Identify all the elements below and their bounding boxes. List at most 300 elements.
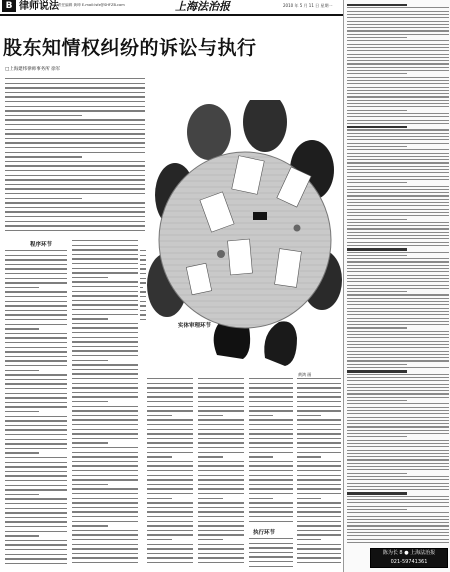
text-line bbox=[5, 356, 67, 357]
text-line bbox=[347, 440, 449, 441]
text-line bbox=[347, 47, 449, 48]
text-line bbox=[249, 410, 293, 411]
meeting-table-illustration bbox=[147, 100, 343, 372]
text-line bbox=[347, 153, 449, 154]
text-line bbox=[347, 506, 449, 507]
text-line bbox=[198, 498, 223, 499]
text-line bbox=[72, 281, 138, 282]
text-line bbox=[347, 512, 449, 513]
article-headline: 股东知情权纠纷的诉讼与执行 bbox=[3, 37, 257, 59]
text-line bbox=[147, 442, 193, 443]
text-line bbox=[72, 470, 138, 471]
text-line bbox=[72, 258, 138, 259]
text-line bbox=[147, 392, 193, 393]
text-line bbox=[198, 507, 244, 508]
text-line bbox=[198, 479, 244, 480]
text-line bbox=[198, 452, 244, 453]
text-line bbox=[347, 502, 449, 503]
text-line bbox=[72, 332, 138, 333]
text-line bbox=[347, 483, 449, 484]
text-line bbox=[347, 426, 449, 427]
text-line bbox=[140, 250, 146, 251]
text-line bbox=[198, 424, 244, 425]
text-line bbox=[72, 341, 138, 342]
text-line bbox=[347, 529, 449, 530]
text-line bbox=[140, 301, 146, 302]
text-line bbox=[297, 479, 341, 480]
text-line bbox=[72, 350, 138, 351]
text-line bbox=[347, 384, 449, 385]
text-line bbox=[297, 442, 341, 443]
text-line bbox=[5, 526, 67, 527]
text-line bbox=[72, 369, 138, 370]
text-line bbox=[198, 378, 244, 379]
text-line bbox=[347, 367, 449, 368]
text-line bbox=[347, 143, 449, 144]
text-line bbox=[347, 17, 449, 18]
text-line bbox=[72, 355, 138, 356]
text-line bbox=[5, 540, 67, 541]
text-line bbox=[5, 374, 67, 375]
text-line bbox=[347, 377, 449, 378]
text-line bbox=[72, 447, 138, 448]
text-line bbox=[72, 438, 138, 439]
text-line bbox=[347, 466, 449, 467]
text-line bbox=[5, 301, 67, 302]
text-line bbox=[72, 498, 138, 499]
text-line bbox=[147, 452, 193, 453]
text-line bbox=[249, 396, 293, 397]
text-line bbox=[347, 271, 449, 272]
text-line bbox=[5, 142, 145, 143]
text-line bbox=[347, 453, 449, 454]
text-line bbox=[5, 250, 67, 251]
text-line bbox=[147, 461, 193, 462]
text-line bbox=[347, 413, 449, 414]
text-line bbox=[249, 401, 293, 402]
text-line bbox=[347, 60, 449, 61]
text-line bbox=[147, 470, 193, 471]
text-line bbox=[297, 438, 341, 439]
text-line bbox=[347, 136, 449, 137]
text-line bbox=[347, 238, 449, 239]
text-line bbox=[5, 328, 39, 329]
text-line bbox=[5, 448, 67, 449]
text-line bbox=[347, 34, 449, 35]
text-line bbox=[140, 273, 146, 274]
text-line bbox=[347, 433, 449, 434]
text-line bbox=[249, 415, 273, 416]
chair-top-right bbox=[243, 100, 287, 152]
text-line bbox=[297, 507, 341, 508]
text-line bbox=[5, 351, 67, 352]
text-line bbox=[347, 417, 449, 418]
text-line bbox=[5, 193, 145, 194]
text-line bbox=[5, 124, 145, 125]
text-line bbox=[249, 493, 293, 494]
text-line bbox=[249, 465, 293, 466]
text-line bbox=[347, 44, 449, 45]
text-line bbox=[5, 512, 67, 513]
text-line bbox=[249, 502, 293, 503]
text-line bbox=[347, 24, 449, 25]
text-line bbox=[5, 110, 145, 111]
text-line bbox=[347, 90, 449, 91]
text-line bbox=[147, 424, 193, 425]
text-line bbox=[5, 138, 145, 139]
text-line bbox=[5, 259, 67, 260]
text-line bbox=[140, 282, 146, 283]
text-line bbox=[72, 461, 138, 462]
issue-date: 2010 年 5 月 11 日 星期一 bbox=[283, 3, 333, 8]
text-line bbox=[72, 337, 138, 338]
text-line bbox=[347, 215, 449, 216]
text-line bbox=[249, 561, 293, 562]
text-line bbox=[72, 272, 138, 273]
text-line bbox=[198, 548, 244, 549]
text-line bbox=[5, 420, 67, 421]
text-line bbox=[5, 129, 145, 130]
text-line bbox=[347, 539, 449, 540]
text-line bbox=[5, 406, 67, 407]
text-line bbox=[347, 146, 407, 147]
text-line bbox=[5, 494, 39, 495]
text-line bbox=[249, 484, 293, 485]
text-line bbox=[5, 471, 67, 472]
text-line bbox=[140, 319, 146, 320]
text-line bbox=[347, 87, 449, 88]
text-line bbox=[198, 456, 223, 457]
text-line bbox=[249, 516, 293, 517]
text-line bbox=[147, 438, 193, 439]
text-line bbox=[72, 456, 138, 457]
text-line bbox=[5, 452, 39, 453]
text-line bbox=[347, 525, 449, 526]
text-line bbox=[347, 172, 449, 173]
text-line bbox=[5, 291, 67, 292]
text-line bbox=[249, 406, 293, 407]
text-line bbox=[5, 342, 67, 343]
text-line bbox=[347, 63, 449, 64]
text-line bbox=[72, 511, 138, 512]
text-line bbox=[72, 406, 138, 407]
chair-bottom-2 bbox=[264, 321, 297, 366]
text-line bbox=[147, 410, 193, 411]
text-line bbox=[198, 493, 244, 494]
text-line bbox=[347, 202, 449, 203]
text-line bbox=[347, 169, 449, 170]
text-line bbox=[347, 301, 449, 302]
text-line bbox=[5, 179, 145, 180]
text-line bbox=[5, 535, 39, 536]
text-line bbox=[249, 378, 293, 379]
text-line bbox=[198, 396, 244, 397]
text-line bbox=[147, 401, 193, 402]
text-line bbox=[297, 475, 341, 476]
text-line bbox=[72, 544, 138, 545]
text-line bbox=[147, 456, 172, 457]
text-line bbox=[297, 488, 341, 489]
text-line bbox=[72, 502, 138, 503]
text-line bbox=[347, 463, 449, 464]
text-line bbox=[5, 92, 145, 93]
text-line bbox=[347, 7, 449, 8]
text-line bbox=[347, 450, 449, 451]
text-line bbox=[5, 475, 67, 476]
text-line bbox=[72, 300, 138, 301]
text-line bbox=[347, 176, 449, 177]
subhead-substantive: 实体审理环节 bbox=[178, 323, 212, 329]
text-line bbox=[297, 544, 341, 545]
text-line bbox=[297, 396, 341, 397]
text-line bbox=[347, 123, 449, 124]
text-line bbox=[297, 410, 341, 411]
text-line bbox=[347, 110, 407, 111]
text-line bbox=[249, 498, 273, 499]
corner-stamp bbox=[370, 548, 448, 568]
text-line bbox=[347, 212, 449, 213]
text-line bbox=[140, 296, 146, 297]
text-line bbox=[72, 295, 138, 296]
text-line bbox=[72, 387, 138, 388]
text-line bbox=[72, 327, 138, 328]
text-line bbox=[5, 439, 67, 440]
text-line bbox=[297, 548, 341, 549]
right-news-column bbox=[343, 0, 450, 572]
text-line bbox=[347, 252, 449, 253]
text-line bbox=[5, 360, 67, 361]
text-line bbox=[5, 319, 67, 320]
text-line bbox=[347, 205, 449, 206]
text-line bbox=[198, 433, 244, 434]
text-line bbox=[249, 433, 293, 434]
text-line bbox=[147, 553, 193, 554]
text-line bbox=[347, 298, 449, 299]
text-line bbox=[249, 387, 293, 388]
text-line bbox=[297, 502, 341, 503]
text-line bbox=[347, 54, 449, 55]
text-line bbox=[72, 286, 138, 287]
text-line bbox=[147, 479, 193, 480]
text-line bbox=[5, 434, 67, 435]
text-line bbox=[72, 268, 138, 269]
text-line bbox=[72, 429, 138, 430]
text-line bbox=[147, 507, 193, 508]
text-line bbox=[72, 373, 138, 374]
text-line bbox=[347, 83, 449, 84]
text-line bbox=[198, 502, 244, 503]
text-line bbox=[5, 278, 67, 279]
text-line bbox=[72, 346, 138, 347]
text-line bbox=[72, 277, 108, 278]
text-line bbox=[5, 347, 67, 348]
text-line bbox=[147, 502, 193, 503]
text-line bbox=[347, 166, 449, 167]
text-line bbox=[198, 461, 244, 462]
text-line bbox=[347, 30, 449, 31]
text-line bbox=[297, 378, 341, 379]
text-line bbox=[147, 465, 193, 466]
text-line bbox=[72, 525, 108, 526]
text-line bbox=[347, 73, 407, 74]
article-byline: □上海建纬律师事务所 徐军 bbox=[5, 67, 61, 72]
text-line bbox=[198, 387, 244, 388]
text-line bbox=[347, 357, 449, 358]
text-line bbox=[297, 429, 341, 430]
section-logo: B bbox=[2, 0, 16, 12]
text-line bbox=[347, 393, 449, 394]
text-line bbox=[297, 433, 341, 434]
text-line bbox=[297, 539, 321, 540]
text-line bbox=[347, 308, 449, 309]
text-line bbox=[140, 264, 146, 265]
text-line bbox=[198, 534, 244, 535]
text-line bbox=[72, 245, 138, 246]
text-line bbox=[5, 314, 67, 315]
text-line bbox=[5, 264, 67, 265]
text-line bbox=[347, 37, 407, 38]
text-line bbox=[297, 493, 341, 494]
text-line bbox=[347, 50, 449, 51]
text-line bbox=[347, 162, 449, 163]
text-line bbox=[297, 516, 341, 517]
text-line bbox=[347, 492, 407, 494]
text-line bbox=[140, 291, 146, 292]
text-line bbox=[140, 310, 146, 311]
text-line bbox=[297, 424, 341, 425]
text-line bbox=[5, 558, 67, 559]
text-line bbox=[198, 475, 244, 476]
text-line bbox=[297, 553, 341, 554]
text-line bbox=[72, 240, 138, 241]
text-line bbox=[297, 452, 341, 453]
text-line bbox=[147, 406, 193, 407]
text-line bbox=[147, 433, 193, 434]
text-line bbox=[249, 552, 293, 553]
text-line bbox=[249, 543, 293, 544]
text-line bbox=[72, 263, 138, 264]
text-line bbox=[5, 429, 67, 430]
text-line bbox=[249, 488, 293, 489]
text-line bbox=[140, 268, 146, 269]
text-line bbox=[5, 156, 82, 157]
text-line bbox=[347, 334, 449, 335]
text-line bbox=[72, 383, 138, 384]
newspaper-name: 上海法治报 bbox=[175, 0, 230, 13]
text-line bbox=[147, 447, 193, 448]
text-line bbox=[347, 516, 449, 517]
text-line bbox=[5, 282, 67, 283]
text-line bbox=[347, 374, 449, 375]
text-line bbox=[5, 230, 145, 231]
text-line bbox=[347, 476, 449, 477]
text-line bbox=[249, 511, 293, 512]
text-line bbox=[297, 521, 341, 522]
text-line bbox=[72, 309, 138, 310]
text-line bbox=[5, 78, 145, 79]
text-line bbox=[198, 516, 244, 517]
text-line bbox=[5, 457, 67, 458]
text-line bbox=[5, 175, 145, 176]
text-line bbox=[347, 351, 449, 352]
text-line bbox=[347, 209, 449, 210]
text-line bbox=[347, 354, 449, 355]
text-line bbox=[347, 248, 407, 250]
text-line bbox=[5, 221, 145, 222]
text-line bbox=[347, 261, 449, 262]
text-line bbox=[347, 443, 449, 444]
text-line bbox=[347, 189, 449, 190]
text-line bbox=[5, 521, 67, 522]
chair-top-left bbox=[187, 104, 231, 160]
text-line bbox=[347, 479, 449, 480]
text-line bbox=[147, 548, 193, 549]
text-line bbox=[147, 525, 193, 526]
text-line bbox=[5, 489, 67, 490]
text-line bbox=[249, 566, 293, 567]
text-line bbox=[5, 310, 67, 311]
text-line bbox=[347, 77, 449, 78]
text-line bbox=[198, 470, 244, 471]
text-line bbox=[140, 287, 143, 288]
text-line bbox=[347, 509, 407, 510]
text-line bbox=[140, 259, 146, 260]
subhead-execution: 执行环节 bbox=[253, 530, 276, 536]
text-line bbox=[5, 531, 67, 532]
text-line bbox=[347, 459, 449, 460]
text-line bbox=[72, 479, 138, 480]
text-line bbox=[72, 304, 138, 305]
text-line bbox=[297, 484, 341, 485]
text-line bbox=[297, 534, 341, 535]
text-line bbox=[297, 470, 341, 471]
text-line bbox=[5, 161, 145, 162]
text-line bbox=[72, 323, 138, 324]
text-line bbox=[347, 446, 449, 447]
text-line bbox=[347, 469, 449, 470]
text-line bbox=[249, 392, 293, 393]
text-line bbox=[140, 278, 146, 279]
text-line bbox=[297, 530, 341, 531]
text-line bbox=[249, 383, 293, 384]
phone-icon bbox=[253, 212, 267, 220]
text-line bbox=[347, 126, 407, 128]
text-line bbox=[72, 488, 138, 489]
text-line bbox=[147, 378, 193, 379]
illustration-credit: 黄鸿 画 bbox=[298, 372, 312, 377]
text-line bbox=[198, 401, 244, 402]
text-line bbox=[147, 383, 193, 384]
text-line bbox=[5, 563, 67, 564]
text-line bbox=[249, 547, 293, 548]
text-line bbox=[347, 321, 449, 322]
text-line bbox=[347, 294, 449, 295]
text-line bbox=[72, 314, 138, 315]
text-line bbox=[147, 530, 193, 531]
text-line bbox=[249, 447, 293, 448]
text-line bbox=[72, 534, 138, 535]
text-line bbox=[347, 314, 449, 315]
text-line bbox=[347, 403, 449, 404]
text-line bbox=[347, 113, 449, 114]
text-line bbox=[198, 406, 244, 407]
text-line bbox=[198, 383, 244, 384]
text-line bbox=[347, 304, 449, 305]
text-line bbox=[297, 562, 341, 563]
text-line bbox=[198, 539, 223, 540]
text-line bbox=[347, 67, 449, 68]
text-line bbox=[347, 106, 449, 107]
